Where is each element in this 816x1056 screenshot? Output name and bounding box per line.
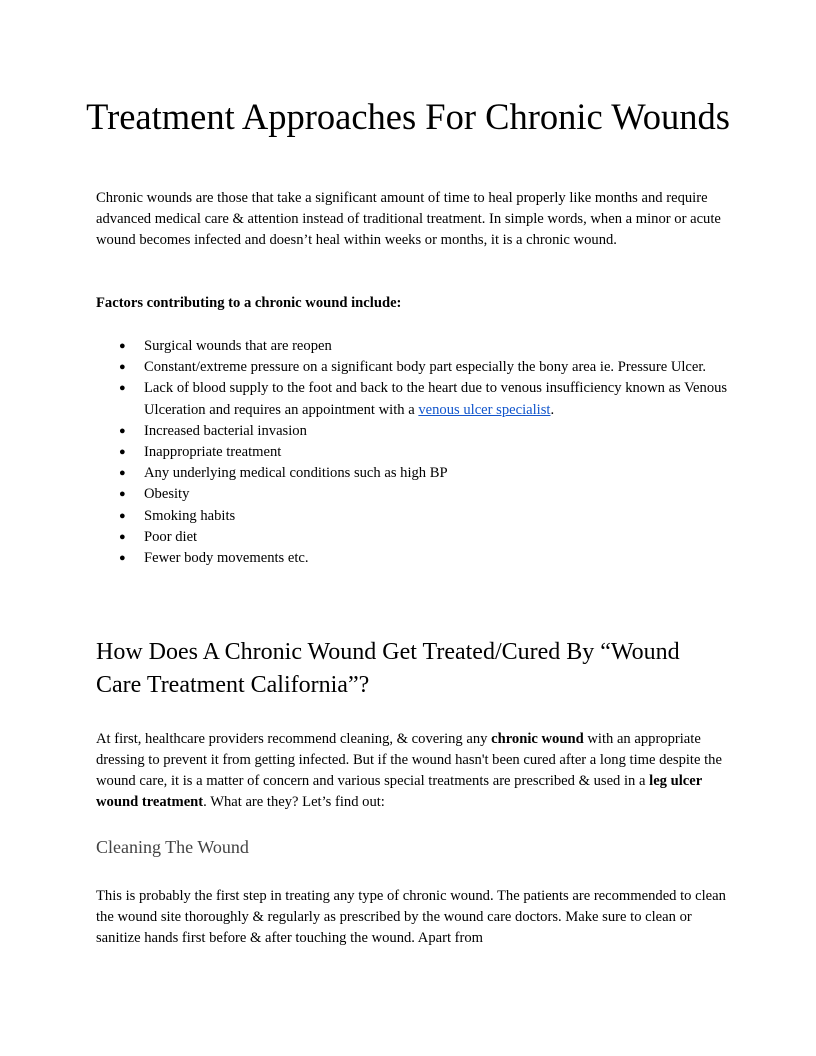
bullet-icon: ● [119, 488, 126, 501]
subheading-cleaning: Cleaning The Wound [96, 837, 249, 857]
list-item-text: Inappropriate treatment [144, 444, 282, 461]
list-item [96, 442, 736, 463]
factors-list [96, 336, 736, 569]
section-text-1: At first, healthcare providers recommend cleaning, & covering any [96, 731, 492, 747]
list-item [96, 421, 736, 442]
list-item-text: Smoking habits [144, 507, 236, 524]
intro-paragraph: Chronic wounds are those that take a significant amount of time to heal properly like months and require advanced medical care & attention instead of traditional treatment. In simple words, when a minor or acute wound becomes infected and doesn’t heal within weeks or months, it is a chronic wound. [96, 190, 721, 248]
venous-ulcer-specialist-link[interactable]: venous ulcer specialist [418, 401, 551, 418]
list-item-text: Obesity [144, 486, 190, 503]
chronic-wound-bold: chronic wound [491, 731, 584, 747]
section-paragraph [96, 729, 736, 813]
section-heading: How Does A Chronic Wound Get Treated/Cured By “Wound Care Treatment California”? [96, 639, 680, 698]
list-item [96, 463, 736, 484]
bullet-icon: ● [119, 446, 126, 459]
list-item [96, 548, 736, 569]
bullet-icon: ● [119, 467, 126, 480]
bullet-icon: ● [119, 361, 126, 374]
list-item-text: Surgical wounds that are reopen [144, 338, 332, 354]
bullet-icon: ● [119, 552, 126, 565]
list-item [96, 506, 736, 527]
leg-ulcer-bold: leg ulcer wound treatment [96, 773, 702, 810]
list-item-text: Poor diet [144, 528, 198, 545]
list-item-text-end: . [550, 401, 555, 418]
list-item-text: Lack of blood supply to the foot and back to the heart due to venous insufficiency known as Venous Ulceration and requires an appointment with a [144, 380, 728, 418]
list-item [96, 378, 736, 420]
bullet-icon: ● [119, 382, 126, 395]
list-item [96, 527, 736, 548]
section-text-3: . What are they? Let’s find out: [203, 794, 385, 810]
list-item [96, 336, 736, 357]
factors-heading: Factors contributing to a chronic wound include: [96, 295, 402, 311]
list-item [96, 484, 736, 505]
bullet-icon: ● [119, 530, 126, 543]
list-item [96, 357, 736, 378]
list-item-text: Constant/extreme pressure on a significant body part especially the bony area ie. Pressure Ulcer. [144, 359, 707, 376]
list-item-text: Fewer body movements etc. [144, 550, 309, 567]
bullet-icon: ● [119, 424, 126, 437]
section-text-2: with an appropriate dressing to prevent it from getting infected. But if the wound hasn't been cured after a long time despite the wound care, it is a matter of concern and various special treatments are prescribed & used in a [96, 731, 722, 789]
bullet-icon: ● [119, 509, 126, 522]
list-item-text: Increased bacterial invasion [144, 422, 307, 439]
document-title: Treatment Approaches For Chronic Wounds [86, 96, 730, 137]
cleaning-paragraph: This is probably the first step in treating any type of chronic wound. The patients are recommended to clean the wound site thoroughly & regularly as prescribed by the wound care doctors. Make sure to clean or sanitize hands first before & after touching the wound. Apart from [96, 888, 726, 946]
bullet-icon: ● [119, 340, 126, 352]
list-item-text: Any underlying medical conditions such as high BP [144, 465, 448, 482]
